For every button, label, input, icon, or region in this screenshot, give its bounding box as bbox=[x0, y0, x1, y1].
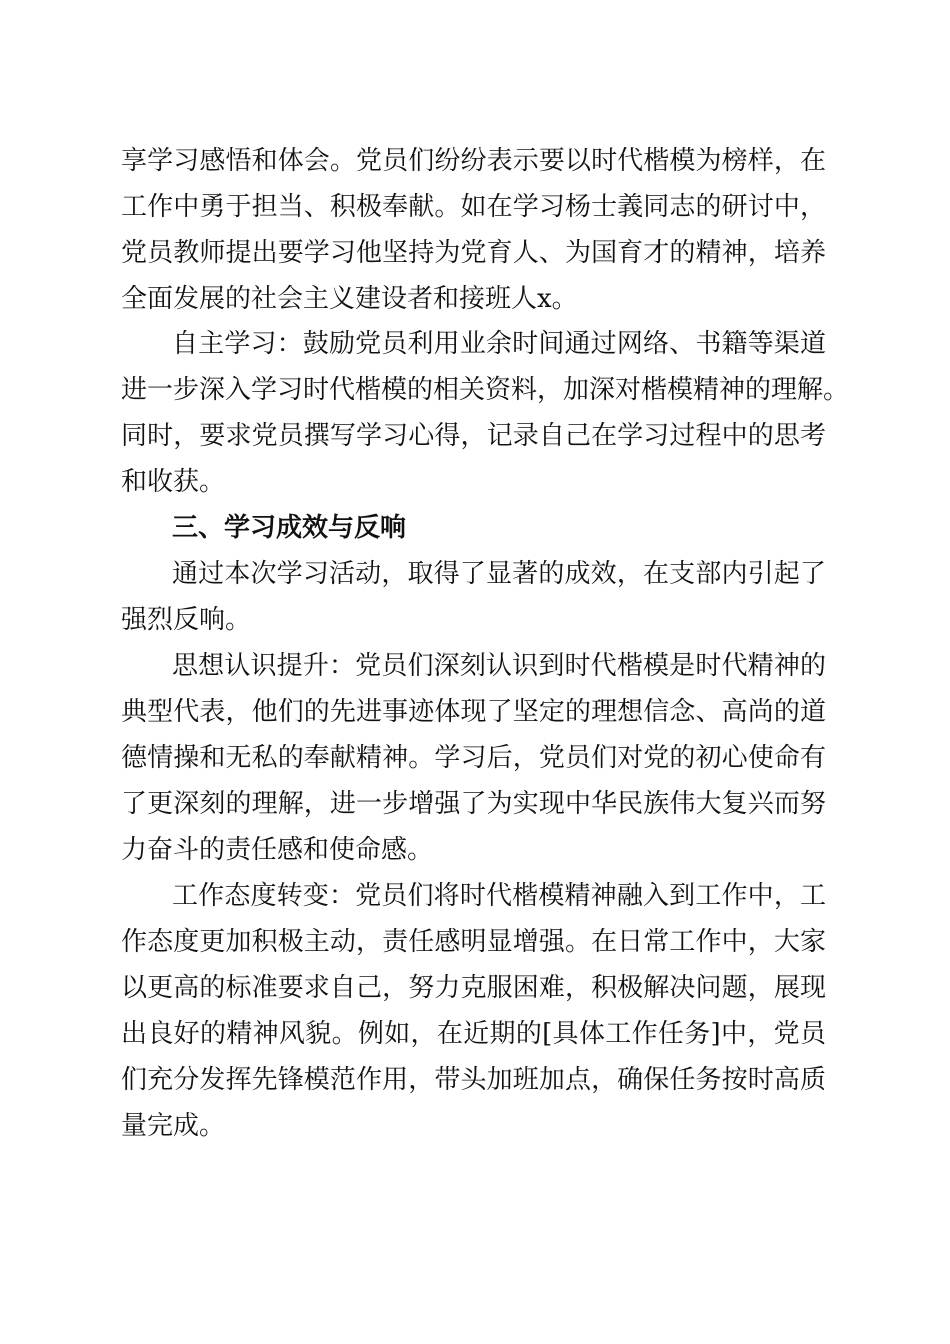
paragraph-line: 德情操和无私的奉献精神。学习后，党员们对党的初心使命有 bbox=[121, 743, 826, 773]
paragraph-line: 们充分发挥先锋模范作用，带头加班加点，确保任务按时高质 bbox=[121, 1065, 826, 1095]
paragraph-line: 和收获。 bbox=[121, 467, 226, 497]
paragraph-line: 党员教师提出要学习他坚持为党育人、为国育才的精神，培养 bbox=[121, 238, 826, 268]
paragraph-line: 思想认识提升：党员们深刻认识到时代楷模是时代精神的 bbox=[172, 651, 826, 681]
paragraph-line: 了更深刻的理解，进一步增强了为实现中华民族伟大复兴而努 bbox=[121, 789, 826, 819]
paragraph-line: 自主学习：鼓励党员利用业余时间通过网络、书籍等渠道 bbox=[172, 329, 826, 359]
paragraph-line: 以更高的标准要求自己，努力克服困难，积极解决问题，展现 bbox=[121, 973, 826, 1003]
paragraph-line: 作态度更加积极主动，责任感明显增强。在日常工作中，大家 bbox=[121, 927, 826, 957]
paragraph-line: 典型代表，他们的先进事迹体现了坚定的理想信念、高尚的道 bbox=[121, 697, 826, 727]
paragraph-line: 强烈反响。 bbox=[121, 605, 252, 635]
section-heading: 三、学习成效与反响 bbox=[172, 513, 407, 543]
paragraph-line: 进一步深入学习时代楷模的相关资料，加深对楷模精神的理解。 bbox=[121, 375, 850, 405]
paragraph-line: 力奋斗的责任感和使命感。 bbox=[121, 835, 434, 865]
paragraph-line: 工作中勇于担当、积极奉献。如在学习杨士義同志的研讨中， bbox=[121, 192, 826, 222]
paragraph-line: 工作态度转变：党员们将时代楷模精神融入到工作中，工 bbox=[172, 881, 826, 911]
paragraph-line: 出良好的精神风貌。例如，在近期的[具体工作任务]中，党员 bbox=[121, 1019, 826, 1049]
paragraph-line: 享学习感悟和体会。党员们纷纷表示要以时代楷模为榜样，在 bbox=[121, 146, 826, 176]
paragraph-line: 全面发展的社会主义建设者和接班人x。 bbox=[121, 284, 578, 314]
paragraph-line: 量完成。 bbox=[121, 1111, 226, 1141]
paragraph-line: 通过本次学习活动，取得了显著的成效，在支部内引起了 bbox=[172, 559, 826, 589]
paragraph-line: 同时，要求党员撰写学习心得，记录自己在学习过程中的思考 bbox=[121, 421, 826, 451]
